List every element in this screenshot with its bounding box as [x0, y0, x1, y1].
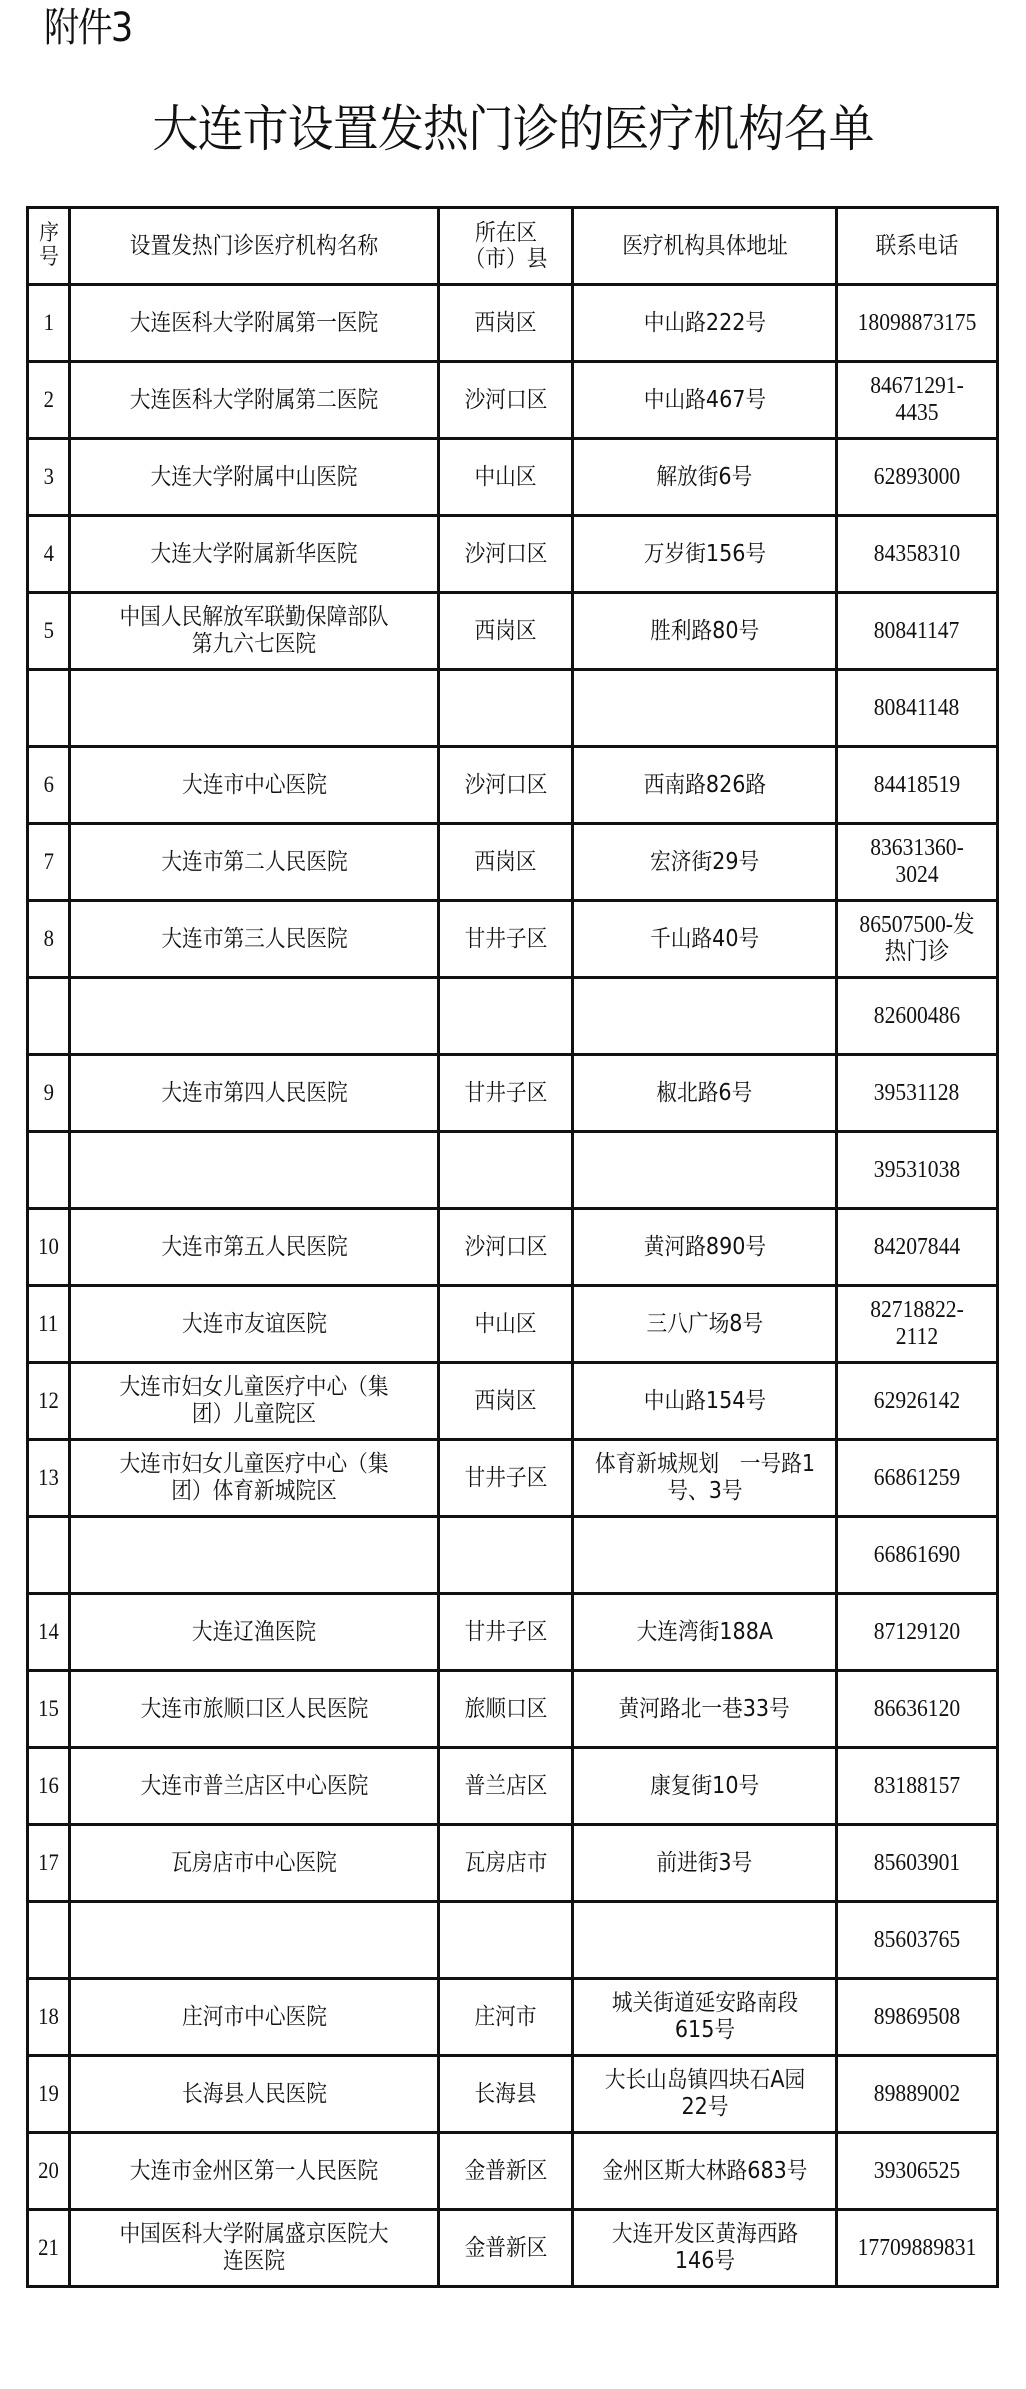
phone-cell	[837, 1363, 998, 1440]
institution-name-cell	[70, 1440, 439, 1517]
district-cell-text: 中山区	[474, 1310, 537, 1337]
address-cell	[573, 1902, 837, 1979]
phone-cell-text: 84418519	[873, 771, 961, 798]
address-cell	[573, 1440, 837, 1517]
address-cell-text: 胜利路80号	[649, 617, 760, 644]
district-cell	[439, 1055, 573, 1132]
institution-name-cell-text: 中国人民解放军联勤保障部队第九六七医院	[119, 604, 389, 657]
header-name-label: 设置发热门诊医疗机构名称	[129, 233, 379, 259]
district-cell	[439, 901, 573, 978]
address-cell-text: 中山路154号	[643, 1387, 766, 1414]
phone-cell	[837, 1517, 998, 1594]
district-cell	[439, 2056, 573, 2133]
address-cell	[573, 1209, 837, 1286]
institution-name-cell-text: 大连大学附属中山医院	[150, 463, 358, 490]
table-row	[28, 1825, 998, 1902]
phone-cell-text: 83188157	[873, 1772, 961, 1799]
seq-cell-text: 2	[43, 387, 54, 412]
header-district-label: 所在区（市）县	[464, 220, 547, 272]
phone-cell-text: 80841147	[874, 617, 960, 644]
phone-cell	[837, 439, 998, 516]
phone-cell	[837, 1902, 998, 1979]
phone-cell-text: 39531128	[874, 1079, 960, 1106]
district-cell	[439, 285, 573, 362]
seq-cell-text: 4	[43, 541, 54, 566]
seq-cell-text: 15	[38, 1696, 59, 1721]
institution-name-cell	[70, 1055, 439, 1132]
address-cell	[573, 285, 837, 362]
district-cell-text: 沙河口区	[464, 771, 547, 798]
institution-name-cell	[70, 362, 439, 439]
address-cell-text: 城关街道延安路南段615号	[611, 1990, 798, 2043]
phone-cell	[837, 1594, 998, 1671]
phone-cell	[837, 2133, 998, 2210]
district-cell	[439, 1517, 573, 1594]
phone-cell-text: 82718822-2112	[870, 1297, 964, 1350]
address-cell-text: 中山路467号	[643, 386, 766, 413]
header-phone-label: 联系电话	[875, 233, 959, 259]
phone-cell-text: 84207844	[873, 1233, 961, 1260]
institution-name-cell-text: 瓦房店市中心医院	[171, 1849, 337, 1876]
phone-cell	[837, 1748, 998, 1825]
phone-cell	[837, 1132, 998, 1209]
address-cell-text: 体育新城规划 一号路1号、3号	[594, 1451, 815, 1504]
district-cell	[439, 1979, 573, 2056]
header-seq	[28, 208, 70, 285]
phone-cell	[837, 1671, 998, 1748]
institution-name-cell	[70, 1979, 439, 2056]
phone-cell	[837, 362, 998, 439]
address-cell-text: 黄河路890号	[643, 1233, 766, 1260]
seq-cell-text: 7	[43, 849, 54, 874]
institution-name-cell	[70, 593, 439, 670]
district-cell-text: 甘井子区	[464, 925, 547, 952]
institution-name-cell-text: 大连市金州区第一人民医院	[129, 2157, 379, 2184]
district-cell-text: 沙河口区	[464, 1233, 547, 1260]
table-row	[28, 1440, 998, 1517]
seq-cell	[28, 1825, 70, 1902]
institution-name-cell	[70, 1363, 439, 1440]
phone-cell-text: 87129120	[873, 1618, 961, 1645]
institution-name-cell	[70, 978, 439, 1055]
phone-cell	[837, 285, 998, 362]
district-cell	[439, 362, 573, 439]
address-cell-text: 大连湾街188A	[636, 1618, 773, 1645]
seq-cell	[28, 1979, 70, 2056]
institution-name-cell	[70, 670, 439, 747]
address-cell	[573, 1363, 837, 1440]
seq-cell-text: 12	[38, 1388, 59, 1413]
institution-name-cell-text: 大连市妇女儿童医疗中心（集团）体育新城院区	[119, 1451, 389, 1504]
district-cell-text: 金普新区	[464, 2157, 547, 2184]
table-row	[28, 1902, 998, 1979]
phone-cell-text: 62893000	[873, 463, 961, 490]
district-cell	[439, 2210, 573, 2287]
seq-cell	[28, 2133, 70, 2210]
phone-cell-text: 39531038	[873, 1156, 961, 1183]
table-row	[28, 1132, 998, 1209]
table-row	[28, 593, 998, 670]
district-cell-text: 庄河市	[474, 2003, 537, 2030]
table-header-row	[28, 208, 998, 285]
phone-cell-text: 89869508	[873, 2003, 961, 2030]
seq-cell-text: 19	[38, 2081, 59, 2106]
institution-name-cell-text: 大连大学附属新华医院	[150, 540, 358, 567]
header-name	[70, 208, 439, 285]
seq-cell	[28, 670, 70, 747]
district-cell	[439, 1825, 573, 1902]
table-row	[28, 285, 998, 362]
seq-cell	[28, 1209, 70, 1286]
table-row	[28, 747, 998, 824]
table-row	[28, 1671, 998, 1748]
seq-cell-text: 14	[38, 1619, 59, 1644]
phone-cell-text: 86636120	[873, 1695, 961, 1722]
district-cell	[439, 1363, 573, 1440]
phone-cell	[837, 1825, 998, 1902]
institution-name-cell	[70, 1132, 439, 1209]
seq-cell-text: 21	[38, 2235, 59, 2260]
institution-name-cell-text: 大连市旅顺口区人民医院	[140, 1695, 368, 1722]
address-cell-text: 大连开发区黄海西路146号	[611, 2221, 798, 2274]
phone-cell-text: 85603901	[873, 1849, 961, 1876]
institution-name-cell-text: 中国医科大学附属盛京医院大连医院	[119, 2221, 389, 2274]
phone-cell-text: 83631360-3024	[870, 835, 964, 888]
district-cell-text: 甘井子区	[464, 1464, 547, 1491]
phone-cell-text: 66861259	[873, 1464, 961, 1491]
institution-name-cell-text: 大连市妇女儿童医疗中心（集团）儿童院区	[119, 1374, 389, 1427]
institution-name-cell	[70, 2210, 439, 2287]
seq-cell-text: 17	[38, 1850, 59, 1875]
phone-cell-text: 82600486	[873, 1002, 961, 1029]
district-cell	[439, 1671, 573, 1748]
table-row	[28, 362, 998, 439]
seq-cell	[28, 439, 70, 516]
address-cell	[573, 1055, 837, 1132]
seq-cell	[28, 1286, 70, 1363]
address-cell-text: 解放街6号	[656, 463, 753, 490]
phone-cell-text: 17709889831	[857, 2234, 977, 2261]
phone-cell	[837, 901, 998, 978]
district-cell-text: 沙河口区	[464, 386, 547, 413]
address-cell-text: 中山路222号	[643, 309, 766, 336]
phone-cell	[837, 593, 998, 670]
institution-name-cell	[70, 1594, 439, 1671]
institution-name-cell-text: 大连市友谊医院	[181, 1310, 327, 1337]
seq-cell	[28, 1132, 70, 1209]
seq-cell	[28, 1055, 70, 1132]
seq-cell	[28, 1671, 70, 1748]
seq-cell-text: 13	[38, 1465, 59, 1490]
seq-cell-text: 10	[38, 1234, 59, 1259]
institution-name-cell	[70, 1902, 439, 1979]
address-cell-text: 三八广场8号	[646, 1310, 763, 1337]
institution-name-cell	[70, 1671, 439, 1748]
address-cell	[573, 1671, 837, 1748]
seq-cell	[28, 901, 70, 978]
seq-cell	[28, 2210, 70, 2287]
phone-cell-text: 62926142	[873, 1387, 961, 1414]
district-cell-text: 西岗区	[474, 848, 537, 875]
seq-cell-text: 11	[38, 1311, 59, 1336]
institution-name-cell	[70, 1209, 439, 1286]
address-cell-text: 前进街3号	[656, 1849, 753, 1876]
phone-cell	[837, 670, 998, 747]
table-row	[28, 824, 998, 901]
phone-cell	[837, 2056, 998, 2133]
table-row	[28, 2210, 998, 2287]
institution-name-cell	[70, 1517, 439, 1594]
seq-cell	[28, 1440, 70, 1517]
seq-cell	[28, 1748, 70, 1825]
phone-cell-text: 18098873175	[857, 309, 977, 336]
institution-name-cell-text: 大连市第四人民医院	[160, 1079, 348, 1106]
institution-name-cell-text: 大连辽渔医院	[191, 1618, 317, 1645]
district-cell-text: 长海县	[474, 2080, 537, 2107]
institution-name-cell-text: 大连市第二人民医院	[160, 848, 348, 875]
table-row	[28, 2133, 998, 2210]
address-cell	[573, 1825, 837, 1902]
institution-name-cell-text: 大连市第三人民医院	[160, 925, 348, 952]
seq-cell-text: 20	[38, 2158, 59, 2183]
district-cell	[439, 1440, 573, 1517]
district-cell-text: 沙河口区	[464, 540, 547, 567]
phone-cell-text: 84671291-4435	[870, 373, 964, 426]
institution-name-cell	[70, 824, 439, 901]
institution-name-cell-text: 大连市中心医院	[181, 771, 327, 798]
address-cell	[573, 1748, 837, 1825]
phone-cell-text: 86507500-发热门诊	[859, 912, 975, 965]
address-cell	[573, 362, 837, 439]
header-address	[573, 208, 837, 285]
seq-cell-text: 3	[43, 464, 54, 489]
address-cell-text: 宏济街29号	[649, 848, 760, 875]
institution-name-cell-text: 大连市普兰店区中心医院	[140, 1772, 368, 1799]
institution-name-cell-text: 大连市第五人民医院	[160, 1233, 348, 1260]
district-cell-text: 瓦房店市	[464, 1849, 547, 1876]
institution-name-cell	[70, 747, 439, 824]
phone-cell	[837, 1979, 998, 2056]
table-row	[28, 1748, 998, 1825]
phone-cell-text: 39306525	[873, 2157, 961, 2184]
institution-name-cell	[70, 1748, 439, 1825]
phone-cell	[837, 1055, 998, 1132]
district-cell	[439, 439, 573, 516]
district-cell-text: 甘井子区	[464, 1079, 547, 1106]
seq-cell	[28, 593, 70, 670]
seq-cell	[28, 747, 70, 824]
seq-cell-text: 5	[43, 618, 54, 643]
address-cell	[573, 747, 837, 824]
table-row	[28, 516, 998, 593]
seq-cell	[28, 1363, 70, 1440]
district-cell-text: 中山区	[474, 463, 537, 490]
header-phone	[837, 208, 998, 285]
institution-name-cell-text: 庄河市中心医院	[181, 2003, 327, 2030]
seq-cell-text: 8	[43, 926, 54, 951]
phone-cell	[837, 824, 998, 901]
table-row	[28, 2056, 998, 2133]
district-cell	[439, 1594, 573, 1671]
district-cell	[439, 670, 573, 747]
district-cell	[439, 1132, 573, 1209]
district-cell	[439, 747, 573, 824]
header-address-label: 医疗机构具体地址	[621, 233, 788, 259]
table-row	[28, 670, 998, 747]
address-cell-text: 椒北路6号	[656, 1079, 753, 1106]
phone-cell	[837, 1209, 998, 1286]
phone-cell-text: 89889002	[873, 2080, 961, 2107]
phone-cell-text: 66861690	[873, 1541, 961, 1568]
institution-name-cell	[70, 1286, 439, 1363]
phone-cell	[837, 1440, 998, 1517]
table-row	[28, 1517, 998, 1594]
phone-cell	[837, 747, 998, 824]
seq-cell-text: 6	[43, 772, 54, 797]
address-cell	[573, 1286, 837, 1363]
address-cell	[573, 2133, 837, 2210]
address-cell	[573, 593, 837, 670]
institution-name-cell	[70, 516, 439, 593]
seq-cell-text: 1	[43, 310, 54, 335]
address-cell	[573, 439, 837, 516]
seq-cell	[28, 362, 70, 439]
district-cell	[439, 1209, 573, 1286]
seq-cell	[28, 1594, 70, 1671]
fever-clinic-table	[26, 206, 999, 2288]
district-cell-text: 甘井子区	[464, 1618, 547, 1645]
address-cell-text: 千山路40号	[649, 925, 760, 952]
district-cell	[439, 1286, 573, 1363]
phone-cell-text: 84358310	[873, 540, 961, 567]
table-row	[28, 1209, 998, 1286]
table-row	[28, 978, 998, 1055]
district-cell-text: 西岗区	[474, 617, 537, 644]
institution-name-cell	[70, 2133, 439, 2210]
address-cell	[573, 2056, 837, 2133]
table-row	[28, 901, 998, 978]
district-cell	[439, 1902, 573, 1979]
address-cell	[573, 670, 837, 747]
phone-cell-text: 85603765	[873, 1926, 961, 1953]
district-cell	[439, 978, 573, 1055]
address-cell	[573, 1979, 837, 2056]
seq-cell	[28, 285, 70, 362]
seq-cell-text: 16	[38, 1773, 59, 1798]
seq-cell	[28, 2056, 70, 2133]
address-cell	[573, 1594, 837, 1671]
institution-name-cell-text: 大连医科大学附属第一医院	[129, 309, 379, 336]
district-cell-text: 金普新区	[464, 2234, 547, 2261]
seq-cell-text: 9	[43, 1080, 54, 1105]
address-cell	[573, 1517, 837, 1594]
address-cell-text: 西南路826路	[643, 771, 766, 798]
table-row	[28, 1363, 998, 1440]
table-row	[28, 439, 998, 516]
district-cell	[439, 593, 573, 670]
district-cell	[439, 2133, 573, 2210]
table-row	[28, 1979, 998, 2056]
address-cell-text: 康复街10号	[649, 1772, 760, 1799]
phone-cell	[837, 1286, 998, 1363]
table-row	[28, 1594, 998, 1671]
phone-cell	[837, 978, 998, 1055]
seq-cell	[28, 516, 70, 593]
institution-name-cell	[70, 1825, 439, 1902]
address-cell	[573, 901, 837, 978]
address-cell	[573, 516, 837, 593]
district-cell-text: 普兰店区	[464, 1772, 547, 1799]
institution-name-cell	[70, 439, 439, 516]
institution-name-cell	[70, 2056, 439, 2133]
address-cell-text: 万岁街156号	[643, 540, 766, 567]
table-row	[28, 1055, 998, 1132]
district-cell-text: 旅顺口区	[464, 1695, 547, 1722]
header-seq-label: 序号	[38, 221, 59, 270]
table-row	[28, 1286, 998, 1363]
institution-name-cell-text: 大连医科大学附属第二医院	[129, 386, 379, 413]
institution-name-cell-text: 长海县人民医院	[181, 2080, 327, 2107]
institution-name-cell	[70, 901, 439, 978]
district-cell-text: 西岗区	[474, 309, 537, 336]
seq-cell	[28, 1902, 70, 1979]
header-district	[439, 208, 573, 285]
address-cell-text: 大长山岛镇四块石A园22号	[604, 2067, 805, 2120]
address-cell	[573, 1132, 837, 1209]
district-cell	[439, 1748, 573, 1825]
district-cell	[439, 824, 573, 901]
address-cell	[573, 978, 837, 1055]
phone-cell	[837, 2210, 998, 2287]
address-cell	[573, 2210, 837, 2287]
district-cell	[439, 516, 573, 593]
address-cell-text: 黄河路北一巷33号	[618, 1695, 791, 1722]
seq-cell-text: 18	[38, 2004, 59, 2029]
seq-cell	[28, 978, 70, 1055]
phone-cell-text: 80841148	[874, 694, 960, 721]
institution-name-cell	[70, 285, 439, 362]
seq-cell	[28, 824, 70, 901]
address-cell-text: 金州区斯大林路683号	[601, 2157, 808, 2184]
phone-cell	[837, 516, 998, 593]
district-cell-text: 西岗区	[474, 1387, 537, 1414]
address-cell	[573, 824, 837, 901]
seq-cell	[28, 1517, 70, 1594]
document-title: 大连市设置发热门诊的医疗机构名单	[152, 100, 874, 158]
attachment-label: 附件3	[44, 5, 132, 51]
